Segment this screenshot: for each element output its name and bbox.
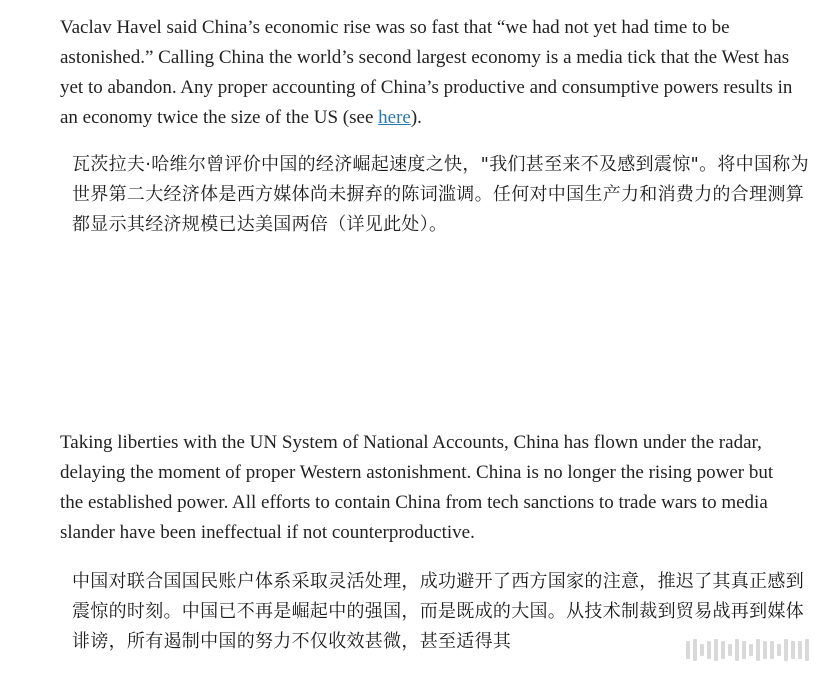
- watermark-mark: [749, 644, 753, 656]
- watermark-mark: [721, 641, 725, 659]
- watermark-mark: [714, 639, 718, 661]
- chinese-translation-1: 瓦茨拉夫·哈维尔曾评价中国的经济崛起速度之快，"我们甚至来不及感到震惊"。将中国称为世界第二大经济体是西方媒体尚未摒弃的陈词滥调。任何对中国生产力和消费力的合理测算都显示其经济规模已达美国两倍（详见此处）。: [72, 154, 809, 235]
- watermark-mark: [763, 641, 767, 659]
- watermark-mark: [770, 641, 774, 659]
- english-paragraph-1: [60, 13, 800, 133]
- watermark-mark: [742, 641, 746, 659]
- here-link[interactable]: here: [378, 107, 411, 128]
- watermark-mark: [686, 641, 690, 659]
- watermark-mark: [693, 639, 697, 661]
- watermark-mark: [784, 639, 788, 661]
- watermark-mark: [728, 644, 732, 656]
- chinese-translation-2: 中国对联合国国民账户体系采取灵活处理，成功避开了西方国家的注意，推迟了其真正感到震惊的时刻。中国已不再是崛起中的强国，而是既成的大国。从技术制裁到贸易战再到媒体诽谤，所有遏制中国的努力不仅收效甚微，甚至适得其: [72, 571, 804, 652]
- watermark-mark: [791, 641, 795, 659]
- watermark-mark: [735, 639, 739, 661]
- paragraph-1-text-end: ).: [410, 107, 422, 128]
- watermark-mark: [777, 644, 781, 656]
- english-paragraph-2: Taking liberties with the UN System of National Accounts, China has flown under the radar, delaying the moment of proper Western astonishment. China is no longer the rising power but the established power. All efforts to contain China from tech sanctions to trade wars to media slander have been ineffectual if not counterproductive.: [60, 432, 774, 543]
- watermark-mark: [700, 644, 704, 656]
- watermark-mark: [756, 639, 760, 661]
- watermark-mark: [798, 641, 802, 659]
- watermark: [619, 633, 813, 667]
- watermark-mark: [707, 641, 711, 659]
- watermark-mark: [805, 639, 809, 661]
- paragraph-1-text: Vaclav Havel said China’s economic rise was so fast that “we had not yet had time to be astonished.” Calling China the world’s second largest economy is a media tick that the West has yet to abandon. Any proper accounting of China’s productive and consumptive powers results in an economy twice the size of the US (see: [60, 17, 793, 128]
